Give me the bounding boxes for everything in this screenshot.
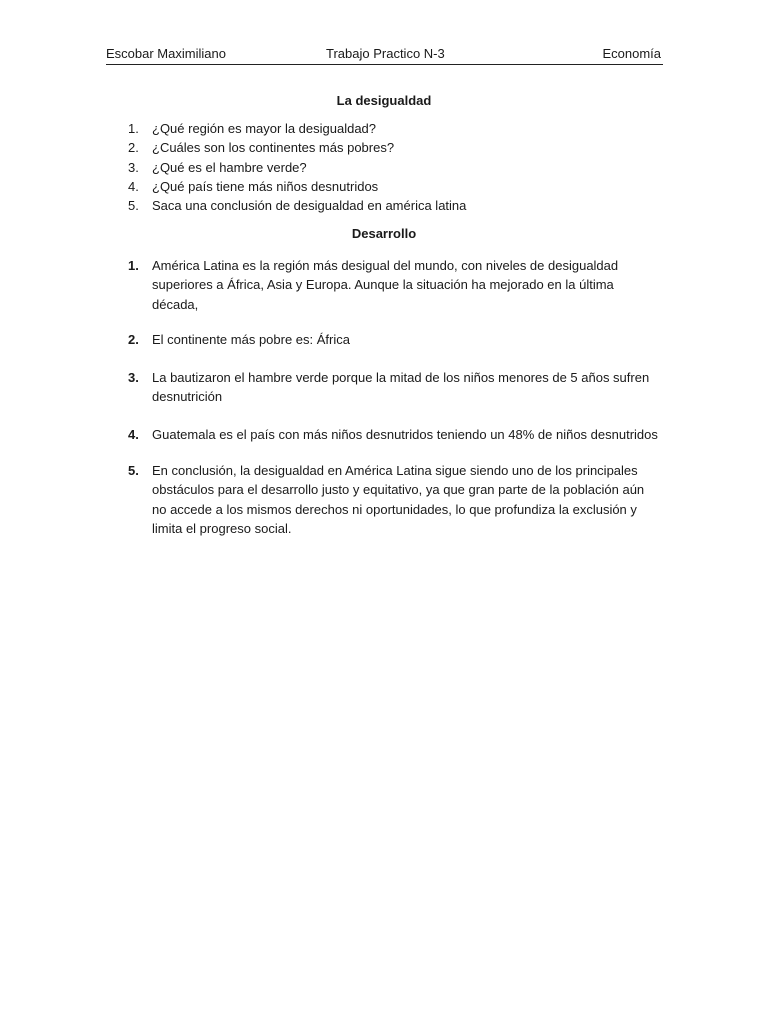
answer-item [128, 425, 662, 444]
answers-list [128, 256, 668, 536]
answer-text: América Latina es la región más desigual del mundo, con niveles de desigualdad superiores a África, Asia y Europa. Aunque la situación ha mejorado en la última década, [152, 258, 619, 312]
answer-text: Guatemala es el país con más niños desnutridos teniendo un 48% de niños desnutridos [152, 427, 658, 442]
question-item [128, 179, 668, 198]
question-number: 2. [128, 140, 139, 156]
answer-text: La bautizaron el hambre verde porque la mitad de los niños menores de 5 años sufren desnutrición [152, 370, 650, 405]
answer-item [128, 461, 662, 538]
answer-number: 2. [128, 332, 139, 347]
answer-text: El continente más pobre es: África [152, 332, 350, 347]
question-text: Saca una conclusión de desigualdad en américa latina [152, 198, 467, 214]
header-subject: Economía [602, 46, 661, 61]
answer-item [128, 368, 662, 407]
questions-list [128, 121, 668, 217]
document-title: La desigualdad [336, 93, 432, 108]
answer-item [128, 330, 662, 349]
question-text: ¿Qué región es mayor la desigualdad? [152, 121, 377, 136]
header-assignment: Trabajo Practico N-3 [326, 46, 445, 61]
answer-number: 5. [128, 463, 139, 478]
answer-number: 1. [128, 258, 139, 273]
section-title: Desarrollo [351, 226, 417, 241]
answer-text: En conclusión, la desigualdad en América Latina sigue siendo uno de los principales obstáculos para el desarrollo justo y equitativo, ya que gran parte de la población aún no accede a los mismos derechos ni oportunidades, lo que profundiza la exclusión y limita el progreso social. [152, 463, 645, 536]
question-item [128, 140, 668, 159]
answer-item [128, 256, 668, 314]
question-text: ¿Cuáles son los continentes más pobres? [152, 140, 395, 156]
answer-number: 4. [128, 427, 139, 442]
question-item [128, 121, 668, 140]
question-item [128, 198, 668, 217]
question-text: ¿Qué es el hambre verde? [152, 159, 307, 175]
question-number: 1. [128, 121, 139, 136]
header-author: Escobar Maximiliano [106, 46, 226, 61]
question-number: 3. [128, 159, 139, 175]
page-header [106, 46, 663, 65]
question-number: 5. [128, 198, 139, 214]
question-item [128, 160, 668, 179]
answer-number: 3. [128, 370, 139, 385]
question-text: ¿Qué país tiene más niños desnutridos [152, 178, 379, 194]
question-number: 4. [128, 178, 139, 194]
